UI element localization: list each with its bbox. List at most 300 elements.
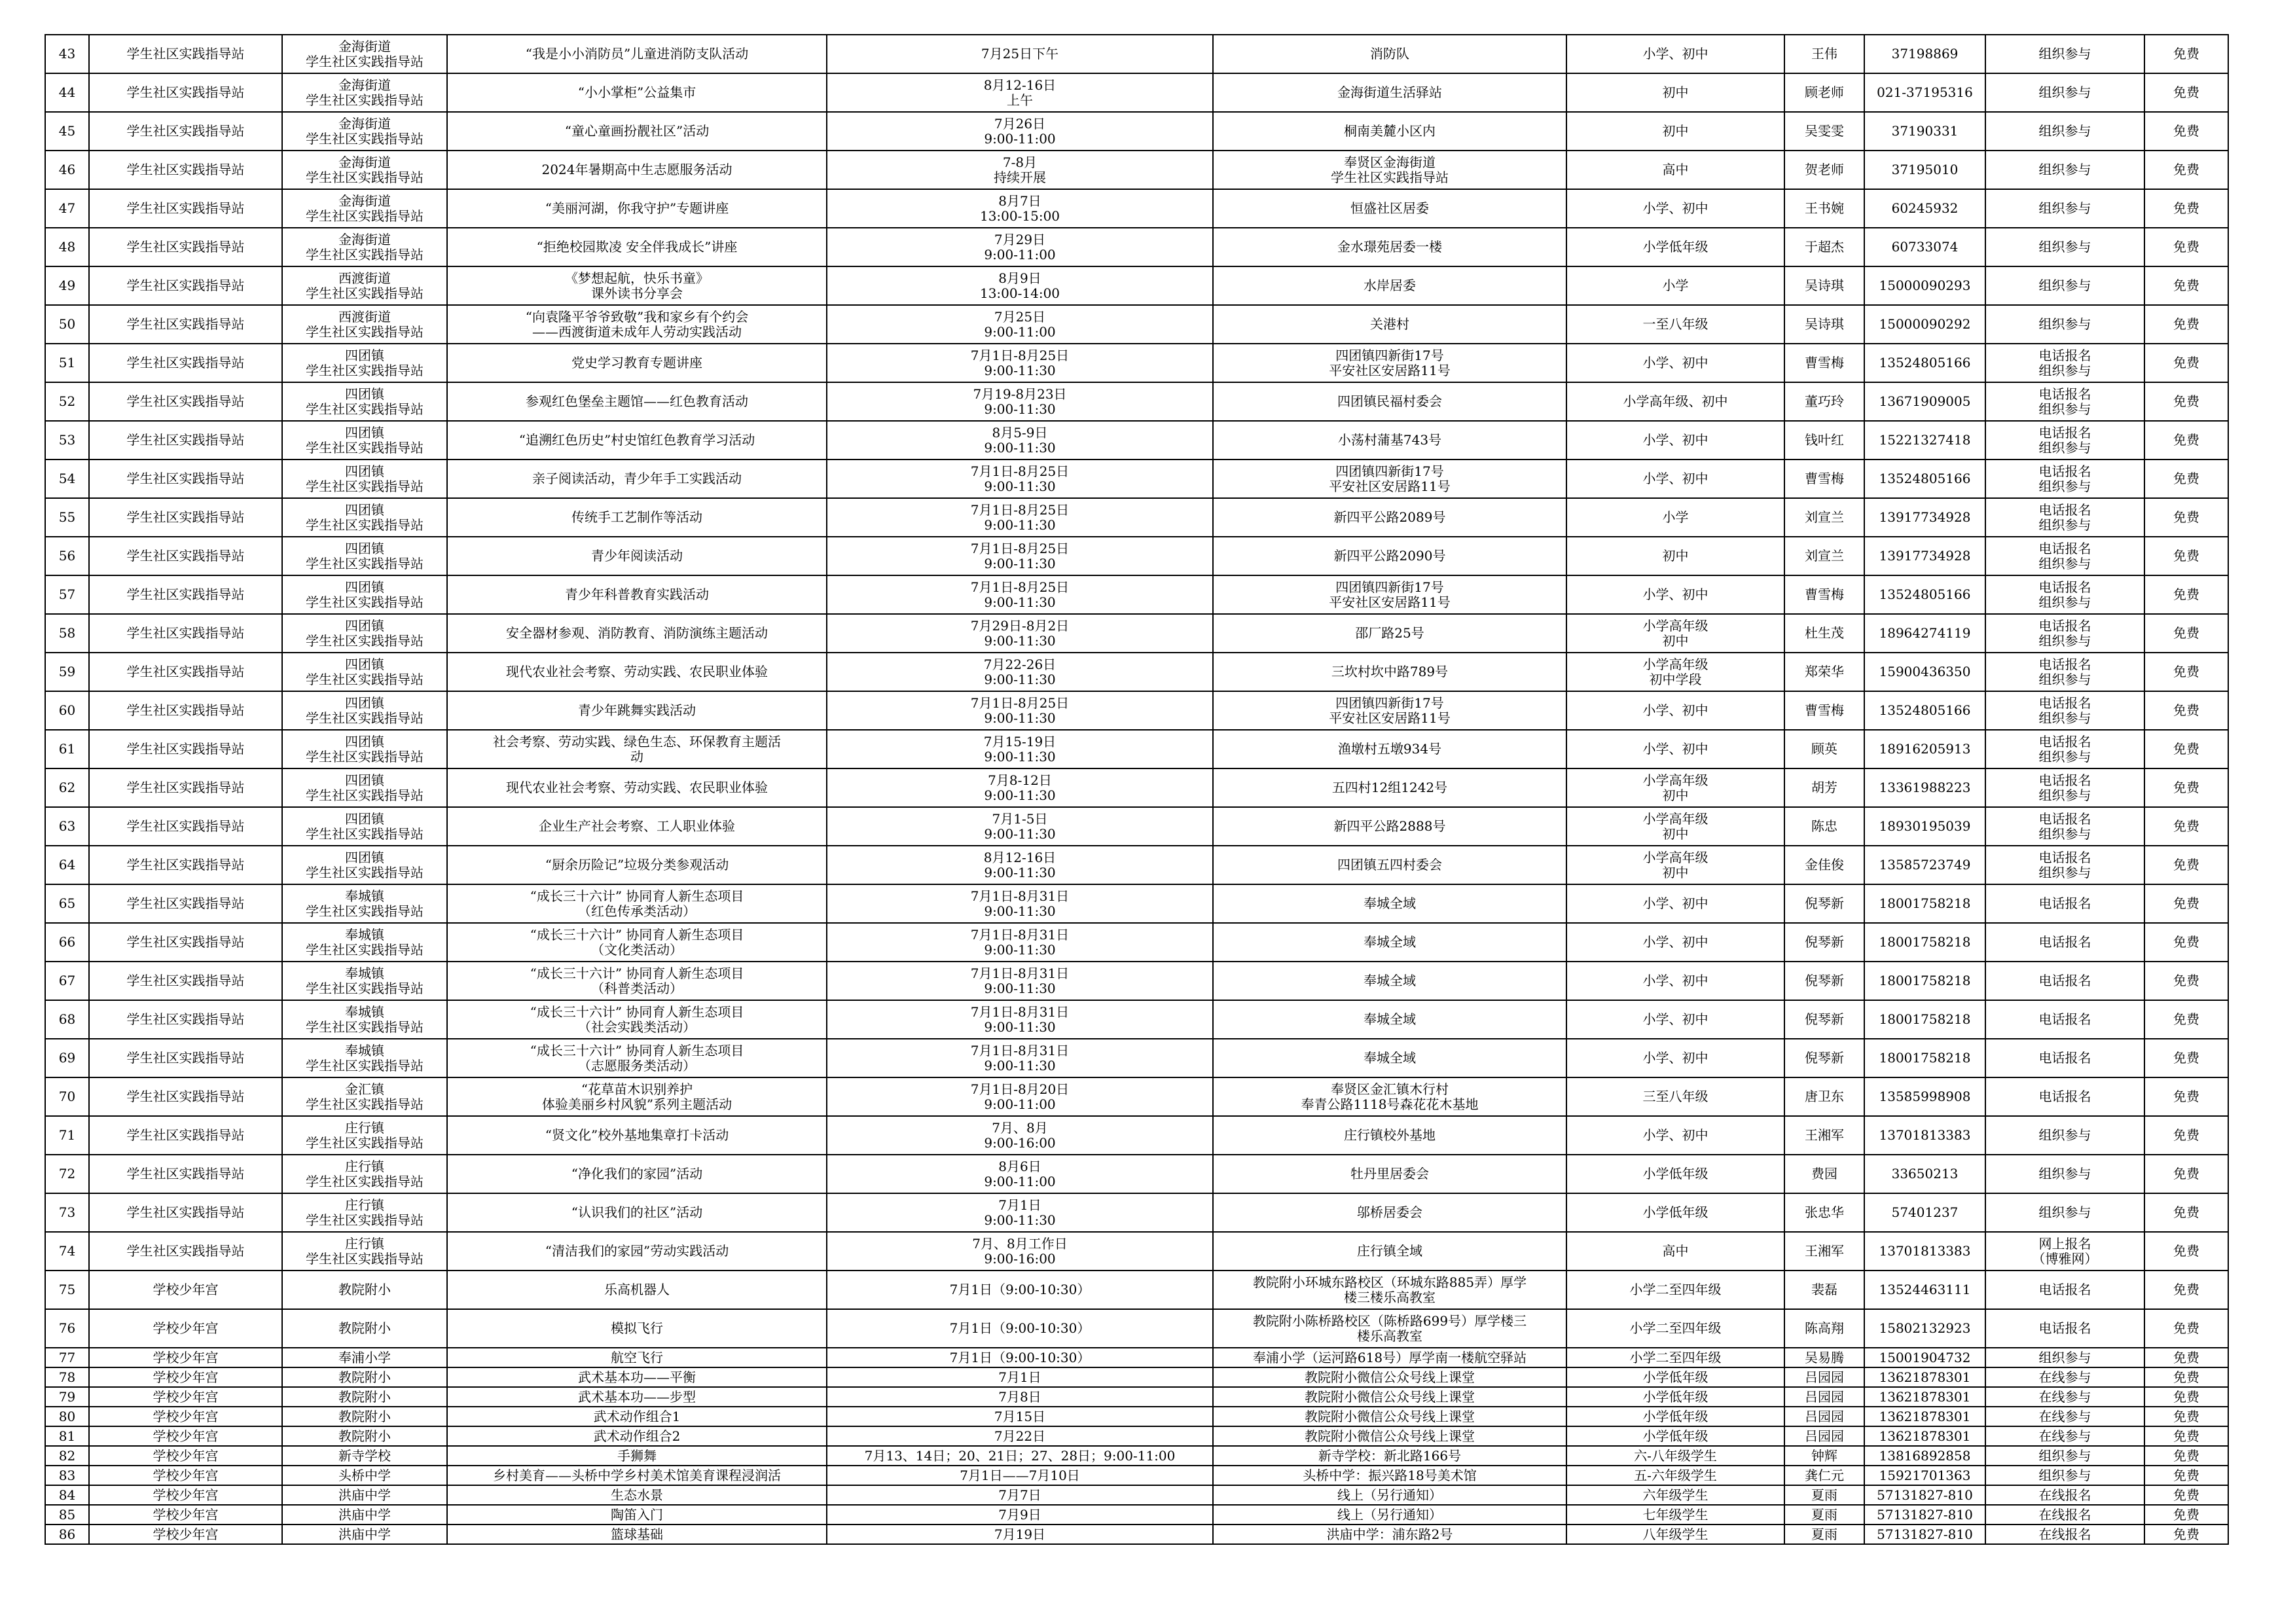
activity-name-cell: “花草苗木识别养护 体验美丽乡村风貌”系列主题活动 [447,1077,827,1116]
organizer-cell: 金海街道 学生社区实践指导站 [282,151,447,189]
signup-method-cell: 电话报名 组织参与 [1985,382,2144,421]
activity-place-cell: 牡丹里居委会 [1213,1155,1566,1193]
target-group-cell: 小学、初中 [1566,1000,1784,1039]
site-type-cell: 学生社区实践指导站 [89,575,282,614]
signup-method-cell: 电话报名 组织参与 [1985,498,2144,537]
table-row [45,1271,2228,1309]
table-row [45,768,2228,807]
activity-time-cell: 8月5-9日 9:00-11:30 [827,421,1213,460]
row-number-cell: 51 [45,344,89,382]
signup-method-cell: 电话报名 组织参与 [1985,614,2144,653]
target-group-cell: 小学、初中 [1566,189,1784,228]
table-row [45,1348,2228,1367]
activity-name-cell: 现代农业社会考察、劳动实践、农民职业体验 [447,768,827,807]
fee-cell: 免费 [2144,189,2228,228]
row-number-cell: 52 [45,382,89,421]
site-type-cell: 学校少年宫 [89,1485,282,1505]
activity-time-cell: 7月、8月工作日 9:00-16:00 [827,1232,1213,1271]
activity-name-cell: “我是小小消防员”儿童进消防支队活动 [447,35,827,73]
phone-cell: 13621878301 [1864,1367,1985,1387]
contact-person-cell: 于超杰 [1784,228,1864,266]
signup-method-cell: 在线参与 [1985,1387,2144,1407]
contact-person-cell: 董巧玲 [1784,382,1864,421]
fee-cell: 免费 [2144,1505,2228,1525]
activity-name-cell: “成长三十六计” 协同育人新生态项目 （文化类活动） [447,923,827,962]
organizer-cell: 四团镇 学生社区实践指导站 [282,460,447,498]
phone-cell: 15000090293 [1864,266,1985,305]
target-group-cell: 初中 [1566,73,1784,112]
organizer-cell: 西渡街道 学生社区实践指导站 [282,266,447,305]
phone-cell: 13585723749 [1864,846,1985,884]
activity-name-cell: 陶笛入门 [447,1505,827,1525]
table-row [45,112,2228,151]
target-group-cell: 小学、初中 [1566,421,1784,460]
activity-name-cell: 武术动作组合1 [447,1407,827,1426]
activity-time-cell: 7-8月 持续开展 [827,151,1213,189]
organizer-cell: 新寺学校 [282,1446,447,1466]
activity-name-cell: 传统手工艺制作等活动 [447,498,827,537]
organizer-cell: 金海街道 学生社区实践指导站 [282,189,447,228]
contact-person-cell: 吕园园 [1784,1367,1864,1387]
contact-person-cell: 顾老师 [1784,73,1864,112]
activity-time-cell: 7月1日 [827,1367,1213,1387]
fee-cell: 免费 [2144,653,2228,691]
site-type-cell: 学生社区实践指导站 [89,1193,282,1232]
activity-time-cell: 7月26日 9:00-11:00 [827,112,1213,151]
table-row [45,1077,2228,1116]
row-number-cell: 45 [45,112,89,151]
organizer-cell: 金汇镇 学生社区实践指导站 [282,1077,447,1116]
activity-time-cell: 7月1日（9:00-10:30） [827,1271,1213,1309]
target-group-cell: 小学、初中 [1566,1116,1784,1155]
activity-time-cell: 8月12-16日 上午 [827,73,1213,112]
contact-person-cell: 吕园园 [1784,1387,1864,1407]
organizer-cell: 四团镇 学生社区实践指导站 [282,691,447,730]
target-group-cell: 小学低年级 [1566,1367,1784,1387]
signup-method-cell: 在线参与 [1985,1426,2144,1446]
fee-cell: 免费 [2144,846,2228,884]
activity-place-cell: 奉城全域 [1213,962,1566,1000]
activity-place-cell: 小荡村蒲基743号 [1213,421,1566,460]
activity-place-cell: 四团镇四新街17号 平安社区安居路11号 [1213,575,1566,614]
organizer-cell: 西渡街道 学生社区实践指导站 [282,305,447,344]
organizer-cell: 奉城镇 学生社区实践指导站 [282,962,447,1000]
activity-place-cell: 四团镇民福村委会 [1213,382,1566,421]
contact-person-cell: 陈忠 [1784,807,1864,846]
target-group-cell: 小学、初中 [1566,575,1784,614]
fee-cell: 免费 [2144,228,2228,266]
organizer-cell: 庄行镇 学生社区实践指导站 [282,1193,447,1232]
table-row [45,1505,2228,1525]
row-number-cell: 57 [45,575,89,614]
activity-place-cell: 奉城全域 [1213,884,1566,923]
site-type-cell: 学生社区实践指导站 [89,189,282,228]
contact-person-cell: 王伟 [1784,35,1864,73]
signup-method-cell: 组织参与 [1985,73,2144,112]
target-group-cell: 七年级学生 [1566,1505,1784,1525]
activity-name-cell: “成长三十六计” 协同育人新生态项目 （志愿服务类活动） [447,1039,827,1077]
activity-place-cell: 教院附小微信公众号线上课堂 [1213,1407,1566,1426]
activity-time-cell: 7月1日——7月10日 [827,1466,1213,1485]
target-group-cell: 小学、初中 [1566,1039,1784,1077]
signup-method-cell: 组织参与 [1985,1446,2144,1466]
site-type-cell: 学校少年宫 [89,1466,282,1485]
row-number-cell: 46 [45,151,89,189]
fee-cell: 免费 [2144,1116,2228,1155]
site-type-cell: 学生社区实践指导站 [89,730,282,768]
activity-place-cell: 邵厂路25号 [1213,614,1566,653]
activity-time-cell: 7月1日-8月31日 9:00-11:30 [827,884,1213,923]
activity-place-cell: 新四平公路2089号 [1213,498,1566,537]
contact-person-cell: 吴诗琪 [1784,266,1864,305]
target-group-cell: 小学、初中 [1566,962,1784,1000]
target-group-cell: 小学、初中 [1566,460,1784,498]
signup-method-cell: 电话报名 组织参与 [1985,691,2144,730]
table-row [45,73,2228,112]
row-number-cell: 48 [45,228,89,266]
activity-name-cell: 安全器材参观、消防教育、消防演练主题活动 [447,614,827,653]
signup-method-cell: 组织参与 [1985,1466,2144,1485]
organizer-cell: 四团镇 学生社区实践指导站 [282,382,447,421]
phone-cell: 13671909005 [1864,382,1985,421]
signup-method-cell: 组织参与 [1985,189,2144,228]
organizer-cell: 奉城镇 学生社区实践指导站 [282,923,447,962]
activity-name-cell: 篮球基础 [447,1525,827,1544]
activity-name-cell: 党史学习教育专题讲座 [447,344,827,382]
phone-cell: 33650213 [1864,1155,1985,1193]
fee-cell: 免费 [2144,266,2228,305]
organizer-cell: 洪庙中学 [282,1525,447,1544]
target-group-cell: 小学高年级、初中 [1566,382,1784,421]
activity-time-cell: 8月9日 13:00-14:00 [827,266,1213,305]
phone-cell: 13701813383 [1864,1116,1985,1155]
activity-name-cell: 乐高机器人 [447,1271,827,1309]
site-type-cell: 学生社区实践指导站 [89,73,282,112]
activity-time-cell: 7月29日 9:00-11:00 [827,228,1213,266]
organizer-cell: 四团镇 学生社区实践指导站 [282,614,447,653]
row-number-cell: 78 [45,1367,89,1387]
activity-place-cell: 教院附小环城东路校区（环城东路885弄）厚学 楼三楼乐高教室 [1213,1271,1566,1309]
activity-place-cell: 教院附小微信公众号线上课堂 [1213,1426,1566,1446]
phone-cell: 13524805166 [1864,344,1985,382]
site-type-cell: 学生社区实践指导站 [89,35,282,73]
table-row [45,344,2228,382]
signup-method-cell: 在线报名 [1985,1505,2144,1525]
activity-name-cell: 手狮舞 [447,1446,827,1466]
organizer-cell: 奉城镇 学生社区实践指导站 [282,1039,447,1077]
activity-time-cell: 7月19日 [827,1525,1213,1544]
signup-method-cell: 电话报名 组织参与 [1985,846,2144,884]
site-type-cell: 学生社区实践指导站 [89,1232,282,1271]
target-group-cell: 一至八年级 [1566,305,1784,344]
site-type-cell: 学生社区实践指导站 [89,112,282,151]
signup-method-cell: 电话报名 [1985,1309,2144,1348]
target-group-cell: 高中 [1566,151,1784,189]
activity-name-cell: “向袁隆平爷爷致敬”我和家乡有个约会 ——西渡街道未成年人劳动实践活动 [447,305,827,344]
site-type-cell: 学生社区实践指导站 [89,228,282,266]
site-type-cell: 学校少年宫 [89,1525,282,1544]
phone-cell: 57401237 [1864,1193,1985,1232]
activity-name-cell: 现代农业社会考察、劳动实践、农民职业体验 [447,653,827,691]
activity-place-cell: 金海街道生活驿站 [1213,73,1566,112]
organizer-cell: 四团镇 学生社区实践指导站 [282,768,447,807]
activity-time-cell: 7月15日 [827,1407,1213,1426]
contact-person-cell: 吴诗琪 [1784,305,1864,344]
target-group-cell: 小学高年级 初中学段 [1566,653,1784,691]
table-row [45,1426,2228,1446]
site-type-cell: 学生社区实践指导站 [89,421,282,460]
contact-person-cell: 吴易腾 [1784,1348,1864,1367]
target-group-cell: 小学 [1566,498,1784,537]
activity-place-cell: 渔墩村五墩934号 [1213,730,1566,768]
signup-method-cell: 在线参与 [1985,1367,2144,1387]
target-group-cell: 五-六年级学生 [1566,1466,1784,1485]
table-row [45,691,2228,730]
activity-name-cell: “美丽河湖，你我守护”专题讲座 [447,189,827,228]
phone-cell: 37190331 [1864,112,1985,151]
row-number-cell: 50 [45,305,89,344]
activity-place-cell: 四团镇五四村委会 [1213,846,1566,884]
activity-name-cell: “贤文化”校外基地集章打卡活动 [447,1116,827,1155]
target-group-cell: 小学低年级 [1566,1193,1784,1232]
organizer-cell: 金海街道 学生社区实践指导站 [282,112,447,151]
phone-cell: 13917734928 [1864,498,1985,537]
fee-cell: 免费 [2144,1367,2228,1387]
signup-method-cell: 组织参与 [1985,228,2144,266]
site-type-cell: 学生社区实践指导站 [89,614,282,653]
contact-person-cell: 倪琴新 [1784,962,1864,1000]
phone-cell: 37195010 [1864,151,1985,189]
site-type-cell: 学生社区实践指导站 [89,305,282,344]
fee-cell: 免费 [2144,807,2228,846]
activity-place-cell: 四团镇四新街17号 平安社区安居路11号 [1213,344,1566,382]
activity-name-cell: 社会考察、劳动实践、绿色生态、环保教育主题活 动 [447,730,827,768]
contact-person-cell: 倪琴新 [1784,1039,1864,1077]
contact-person-cell: 夏雨 [1784,1485,1864,1505]
site-type-cell: 学生社区实践指导站 [89,1039,282,1077]
site-type-cell: 学生社区实践指导站 [89,1116,282,1155]
activity-place-cell: 奉浦小学（运河路618号）厚学南一楼航空驿站 [1213,1348,1566,1367]
table-row [45,614,2228,653]
site-type-cell: 学校少年宫 [89,1367,282,1387]
row-number-cell: 85 [45,1505,89,1525]
activity-name-cell: 青少年阅读活动 [447,537,827,575]
activity-name-cell: 2024年暑期高中生志愿服务活动 [447,151,827,189]
target-group-cell: 初中 [1566,537,1784,575]
activity-time-cell: 7月1日-8月25日 9:00-11:30 [827,575,1213,614]
signup-method-cell: 在线报名 [1985,1485,2144,1505]
fee-cell: 免费 [2144,1000,2228,1039]
signup-method-cell: 组织参与 [1985,35,2144,73]
row-number-cell: 44 [45,73,89,112]
target-group-cell: 小学低年级 [1566,1155,1784,1193]
row-number-cell: 68 [45,1000,89,1039]
site-type-cell: 学生社区实践指导站 [89,962,282,1000]
signup-method-cell: 网上报名 （博雅网） [1985,1232,2144,1271]
table-row [45,730,2228,768]
activity-place-cell: 五四村12组1242号 [1213,768,1566,807]
activity-name-cell: 航空飞行 [447,1348,827,1367]
organizer-cell: 四团镇 学生社区实践指导站 [282,421,447,460]
site-type-cell: 学校少年宫 [89,1505,282,1525]
table-row [45,1525,2228,1544]
contact-person-cell: 王湘军 [1784,1232,1864,1271]
target-group-cell: 小学高年级 初中 [1566,807,1784,846]
site-type-cell: 学生社区实践指导站 [89,1155,282,1193]
activity-place-cell: 新寺学校：新北路166号 [1213,1446,1566,1466]
site-type-cell: 学校少年宫 [89,1407,282,1426]
contact-person-cell: 郑荣华 [1784,653,1864,691]
activity-time-cell: 7月7日 [827,1485,1213,1505]
activity-name-cell: “认识我们的社区”活动 [447,1193,827,1232]
contact-person-cell: 刘宣兰 [1784,537,1864,575]
table-row [45,1155,2228,1193]
activity-place-cell: 新四平公路2888号 [1213,807,1566,846]
target-group-cell: 三至八年级 [1566,1077,1784,1116]
contact-person-cell: 吕园园 [1784,1426,1864,1446]
target-group-cell: 小学、初中 [1566,691,1784,730]
target-group-cell: 六年级学生 [1566,1485,1784,1505]
row-number-cell: 65 [45,884,89,923]
signup-method-cell: 组织参与 [1985,1193,2144,1232]
activity-time-cell: 7月19-8月23日 9:00-11:30 [827,382,1213,421]
organizer-cell: 奉浦小学 [282,1348,447,1367]
fee-cell: 免费 [2144,35,2228,73]
activity-time-cell: 7月1-5日 9:00-11:30 [827,807,1213,846]
target-group-cell: 小学、初中 [1566,730,1784,768]
table-row [45,35,2228,73]
contact-person-cell: 倪琴新 [1784,1000,1864,1039]
signup-method-cell: 组织参与 [1985,1348,2144,1367]
signup-method-cell: 组织参与 [1985,266,2144,305]
target-group-cell: 小学低年级 [1566,1407,1784,1426]
fee-cell: 免费 [2144,1387,2228,1407]
phone-cell: 13524805166 [1864,460,1985,498]
row-number-cell: 81 [45,1426,89,1446]
row-number-cell: 82 [45,1446,89,1466]
site-type-cell: 学生社区实践指导站 [89,691,282,730]
signup-method-cell: 电话报名 [1985,1039,2144,1077]
table-row [45,653,2228,691]
target-group-cell: 小学高年级 初中 [1566,768,1784,807]
activity-name-cell: “厨余历险记”垃圾分类参观活动 [447,846,827,884]
phone-cell: 15900436350 [1864,653,1985,691]
fee-cell: 免费 [2144,1077,2228,1116]
activity-place-cell: 奉贤区金汇镇木行村 奉青公路1118号森花花木基地 [1213,1077,1566,1116]
organizer-cell: 四团镇 学生社区实践指导站 [282,498,447,537]
activity-place-cell: 庄行镇校外基地 [1213,1116,1566,1155]
table-row [45,884,2228,923]
signup-method-cell: 电话报名 组织参与 [1985,653,2144,691]
table-row [45,189,2228,228]
row-number-cell: 43 [45,35,89,73]
activity-name-cell: 参观红色堡垒主题馆——红色教育活动 [447,382,827,421]
site-type-cell: 学校少年宫 [89,1446,282,1466]
row-number-cell: 86 [45,1525,89,1544]
signup-method-cell: 电话报名 [1985,923,2144,962]
activity-time-cell: 7月25日下午 [827,35,1213,73]
activity-time-cell: 7月1日 9:00-11:30 [827,1193,1213,1232]
contact-person-cell: 夏雨 [1784,1525,1864,1544]
table-row [45,575,2228,614]
fee-cell: 免费 [2144,1466,2228,1485]
contact-person-cell: 胡芳 [1784,768,1864,807]
row-number-cell: 56 [45,537,89,575]
fee-cell: 免费 [2144,112,2228,151]
site-type-cell: 学生社区实践指导站 [89,266,282,305]
fee-cell: 免费 [2144,962,2228,1000]
table-row [45,421,2228,460]
phone-cell: 15221327418 [1864,421,1985,460]
organizer-cell: 头桥中学 [282,1466,447,1485]
row-number-cell: 49 [45,266,89,305]
activity-name-cell: “清洁我们的家园”劳动实践活动 [447,1232,827,1271]
table-row [45,228,2228,266]
organizer-cell: 奉城镇 学生社区实践指导站 [282,1000,447,1039]
fee-cell: 免费 [2144,884,2228,923]
fee-cell: 免费 [2144,1407,2228,1426]
target-group-cell: 小学、初中 [1566,923,1784,962]
signup-method-cell: 电话报名 [1985,1077,2144,1116]
table-row [45,1485,2228,1505]
phone-cell: 18001758218 [1864,962,1985,1000]
table-row [45,807,2228,846]
row-number-cell: 64 [45,846,89,884]
activity-place-cell: 三坎村坎中路789号 [1213,653,1566,691]
contact-person-cell: 倪琴新 [1784,884,1864,923]
phone-cell: 37198869 [1864,35,1985,73]
phone-cell: 57131827-810 [1864,1505,1985,1525]
contact-person-cell: 顾英 [1784,730,1864,768]
activity-place-cell: 四团镇四新街17号 平安社区安居路11号 [1213,460,1566,498]
fee-cell: 免费 [2144,1446,2228,1466]
target-group-cell: 小学二至四年级 [1566,1309,1784,1348]
signup-method-cell: 电话报名 [1985,962,2144,1000]
row-number-cell: 61 [45,730,89,768]
fee-cell: 免费 [2144,691,2228,730]
table-row [45,266,2228,305]
row-number-cell: 70 [45,1077,89,1116]
fee-cell: 免费 [2144,1348,2228,1367]
signup-method-cell: 电话报名 组织参与 [1985,575,2144,614]
organizer-cell: 洪庙中学 [282,1505,447,1525]
organizer-cell: 四团镇 学生社区实践指导站 [282,730,447,768]
table-row [45,846,2228,884]
activity-time-cell: 7月1日-8月31日 9:00-11:30 [827,1000,1213,1039]
target-group-cell: 八年级学生 [1566,1525,1784,1544]
table-row [45,1367,2228,1387]
site-type-cell: 学生社区实践指导站 [89,1077,282,1116]
activity-place-cell: 奉城全域 [1213,923,1566,962]
contact-person-cell: 吴雯雯 [1784,112,1864,151]
activity-time-cell: 7月1日-8月20日 9:00-11:00 [827,1077,1213,1116]
activity-name-cell: “净化我们的家园”活动 [447,1155,827,1193]
target-group-cell: 小学二至四年级 [1566,1348,1784,1367]
phone-cell: 13524805166 [1864,691,1985,730]
activity-time-cell: 7月1日-8月25日 9:00-11:30 [827,537,1213,575]
activity-place-cell: 关港村 [1213,305,1566,344]
signup-method-cell: 电话报名 组织参与 [1985,421,2144,460]
contact-person-cell: 吕园园 [1784,1407,1864,1426]
signup-method-cell: 电话报名 组织参与 [1985,807,2144,846]
fee-cell: 免费 [2144,1193,2228,1232]
organizer-cell: 四团镇 学生社区实践指导站 [282,653,447,691]
signup-method-cell: 电话报名 组织参与 [1985,344,2144,382]
activity-name-cell: 生态水景 [447,1485,827,1505]
phone-cell: 13621878301 [1864,1387,1985,1407]
row-number-cell: 80 [45,1407,89,1426]
activity-place-cell: 消防队 [1213,35,1566,73]
